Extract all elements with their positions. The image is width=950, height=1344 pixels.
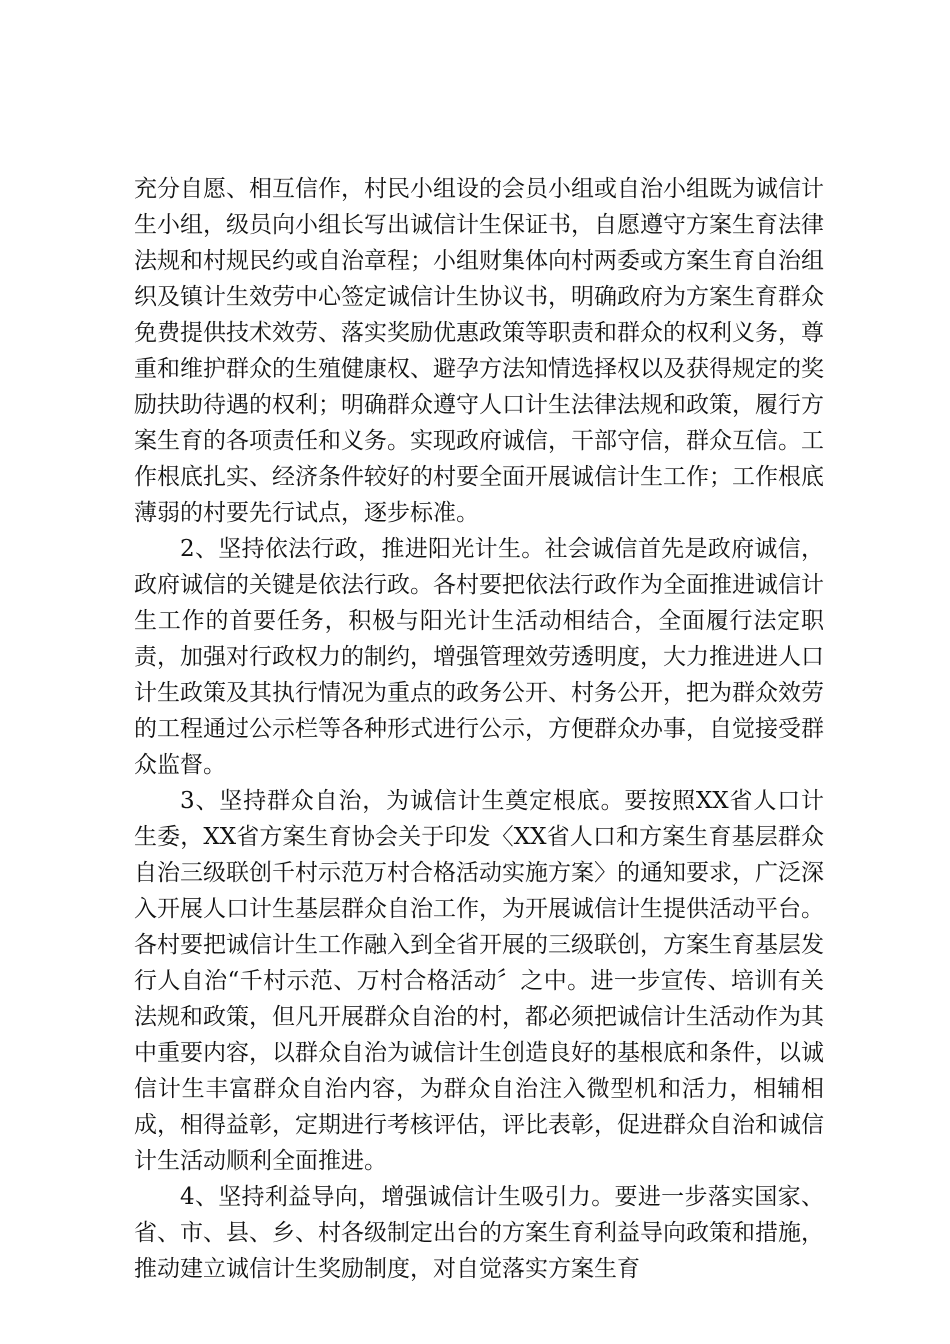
paragraph-3: 3、坚持群众自治，为诚信计生奠定根底。要按照XX省人口计生委，XX省方案生育协会关于印发〈XX省人口和方案生育基层群众自治三级联创千村示范万村合格活动实施方案〉的通知要求，广泛深入开展人口计生基层群众自治工作，为开展诚信计生提供活动平台。各村要把诚信计生工作融入到全省开展的三级联创，方案生育基层发行人自治“千村示范、万村合格活动〞之中。进一步宣传、培训有关法规和政策，但凡开展群众自治的村，都必须把诚信计生活动作为其中重要内容，以群众自治为诚信计生创造良好的基根底和条件，以诚信计生丰富群众自治内容，为群众自治注入微型机和活力，相辅相成，相得益彰，定期进行考核评估，评比表彰，促进群众自治和诚信计生活动顺利全面推进。 [134, 788, 824, 1174]
paragraph-4: 4、坚持利益导向，增强诚信计生吸引力。要进一步落实国家、省、市、县、乡、村各级制定出台的方案生育利益导向政策和措施，推动建立诚信计生奖励制度，对自觉落实方案生育 [134, 1184, 824, 1282]
paragraph-2: 2、坚持依法行政，推进阳光计生。社会诚信首先是政府诚信，政府诚信的关键是依法行政。各村要把依法行政作为全面推进诚信计生工作的首要任务，积极与阳光计生活动相结合，全面履行法定职责，加强对行政权力的制约，增强管理效劳透明度，大力推进进人口计生政策及其执行情况为重点的政务公开、村务公开，把为群众效劳的工程通过公示栏等各种形式进行公示，方便群众办事，自觉接受群众监督。 [134, 536, 824, 778]
paragraph-1-continuation: 充分自愿、相互信作，村民小组设的会员小组或自治小组既为诚信计生小组，级员向小组长写出诚信计生保证书，自愿遵守方案生育法律法规和村规民约或自治章程；小组财集体向村两委或方案生育自治组织及镇计生效劳中心签定诚信计生协议书，明确政府为方案生育群众免费提供技术效劳、落实奖励优惠政策等职责和群众的权利义务，尊重和维护群众的生殖健康权、避孕方法知情选择权以及获得规定的奖励扶助待遇的权利；明确群众遵守人口计生法律法规和政策，履行方案生育的各项责任和义务。实现政府诚信，干部守信，群众互信。工作根底扎实、经济条件较好的村要全面开展诚信计生工作；工作根底薄弱的村要先行试点，逐步标准。 [134, 176, 824, 526]
document-body [134, 171, 824, 1287]
